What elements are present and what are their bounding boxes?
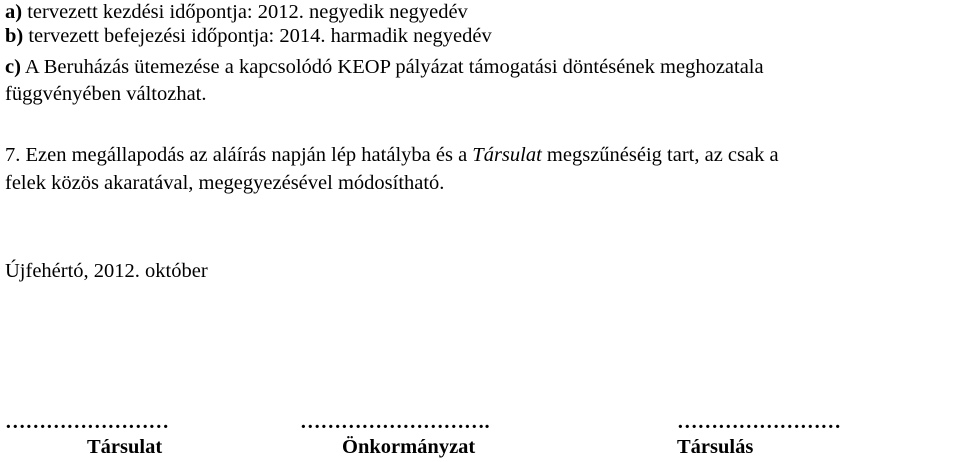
signature-line-onkormanyzat: ……………………….	[300, 411, 490, 433]
item-a-label: a)	[5, 1, 23, 23]
signature-label-tarsulas: Társulás	[677, 436, 754, 458]
section7-italic-term: Társulat	[472, 144, 542, 166]
item-b-label: b)	[5, 25, 24, 47]
item-c-label: c)	[5, 56, 21, 78]
place-date-text: Újfehértó, 2012. október	[5, 260, 208, 282]
item-b-text: tervezett befejezési időpontja: 2014. harmadik negyedév	[23, 25, 492, 47]
signature-label-tarsulat: Társulat	[87, 436, 163, 458]
signature-label-onkormanyzat: Önkormányzat	[342, 436, 476, 458]
item-c-line1	[5, 55, 764, 79]
signature-line-tarsulas: ……………………	[677, 411, 841, 433]
place-date	[5, 259, 208, 283]
section7-text-before: 7. Ezen megállapodás az aláírás napján lép hatályba és a	[5, 144, 473, 166]
item-c-text-line1: A Beruházás ütemezése a kapcsolódó KEOP pályázat támogatási döntésének meghozatala	[20, 56, 764, 78]
section7-text-after: megszűnéséig tart, az csak a	[541, 144, 779, 166]
section7-text-line2: felek közös akaratával, megegyezésével módosítható.	[5, 172, 445, 194]
item-c-line2	[5, 82, 207, 106]
item-a	[5, 0, 468, 24]
item-b	[5, 24, 492, 48]
section7-line2	[5, 171, 444, 195]
section7-line1	[5, 143, 779, 167]
item-c-text-line2: függvényében változhat.	[5, 83, 207, 105]
signature-line-tarsulat: ……………………	[5, 411, 169, 433]
item-a-text: tervezett kezdési időpontja: 2012. negyedik negyedév	[22, 1, 468, 23]
